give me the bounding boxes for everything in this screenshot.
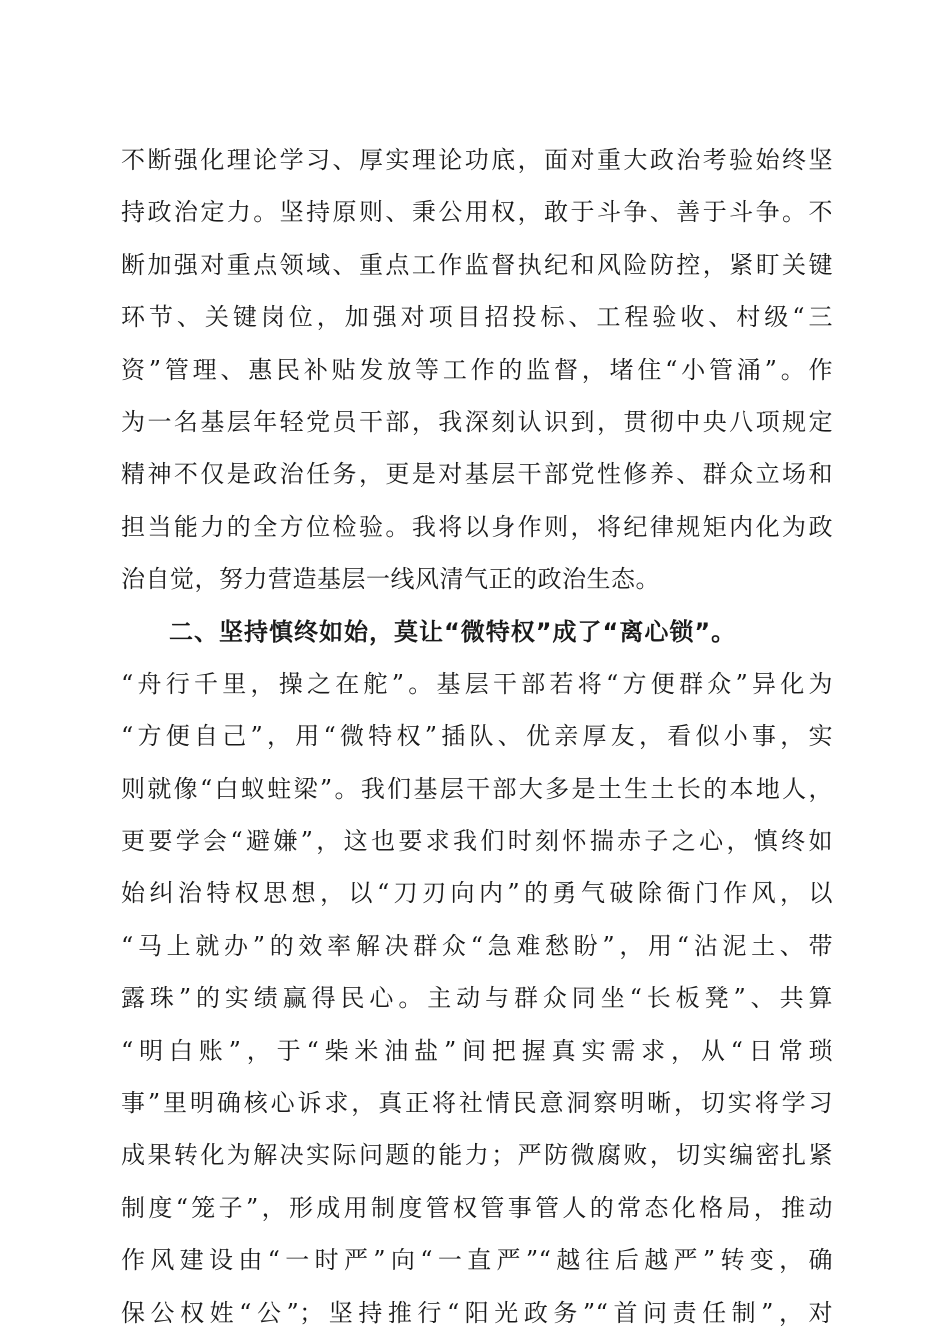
text-line: “方便自己”，用“微特权”插队、优亲厚友，看似小事，实	[121, 722, 833, 751]
text-line: 治自觉，努力营造基层一线风清气正的政治生态。	[121, 565, 660, 594]
section-heading: 二、坚持慎终如始，莫让“微特权”成了“离心锁”。	[169, 617, 737, 646]
text-line: 事”里明确核心诉求，真正将社情民意洞察明晰，切实将学习	[121, 1089, 833, 1118]
text-line: 更要学会“避嫌”，这也要求我们时刻怀揣赤子之心，慎终如	[121, 827, 833, 856]
text-line: 露珠”的实绩赢得民心。主动与群众同坐“长板凳”、共算	[121, 984, 833, 1013]
text-line: 作风建设由“一时严”向“一直严”“越往后越严”转变，确	[121, 1246, 833, 1275]
text-line: 成果转化为解决实际问题的能力；严防微腐败，切实编密扎紧	[121, 1141, 833, 1170]
text-line: “明白账”，于“柴米油盐”间把握真实需求，从“日常琐	[121, 1036, 833, 1065]
text-line: 制度“笼子”，形成用制度管权管事管人的常态化格局，推动	[121, 1193, 833, 1222]
text-line: “舟行千里，操之在舵”。基层干部若将“方便群众”异化为	[121, 669, 833, 698]
text-line: 精神不仅是政治任务，更是对基层干部党性修养、群众立场和	[121, 460, 833, 489]
text-line: 保公权姓“公”；坚持推行“阳光政务”“首问责任制”，对	[121, 1298, 833, 1327]
text-line: 则就像“白蚁蛀梁”。我们基层干部大多是土生土长的本地人，	[121, 774, 833, 803]
text-line: 担当能力的全方位检验。我将以身作则，将纪律规矩内化为政	[121, 512, 833, 541]
text-line: 为一名基层年轻党员干部，我深刻认识到，贯彻中央八项规定	[121, 407, 833, 436]
text-line: 持政治定力。坚持原则、秉公用权，敢于斗争、善于斗争。不	[121, 198, 833, 227]
text-line: “马上就办”的效率解决群众“急难愁盼”，用“沾泥土、带	[121, 931, 833, 960]
text-line: 不断强化理论学习、厚实理论功底，面对重大政治考验始终坚	[121, 146, 833, 174]
text-line: 始纠治特权思想，以“刀刃向内”的勇气破除衙门作风，以	[121, 879, 833, 908]
text-line: 环节、关键岗位，加强对项目招投标、工程验收、村级“三	[121, 303, 833, 332]
text-line: 断加强对重点领域、重点工作监督执纪和风险防控，紧盯关键	[121, 250, 833, 279]
text-line: 资”管理、惠民补贴发放等工作的监督，堵住“小管涌”。作	[121, 355, 833, 384]
document-body	[121, 134, 833, 1339]
